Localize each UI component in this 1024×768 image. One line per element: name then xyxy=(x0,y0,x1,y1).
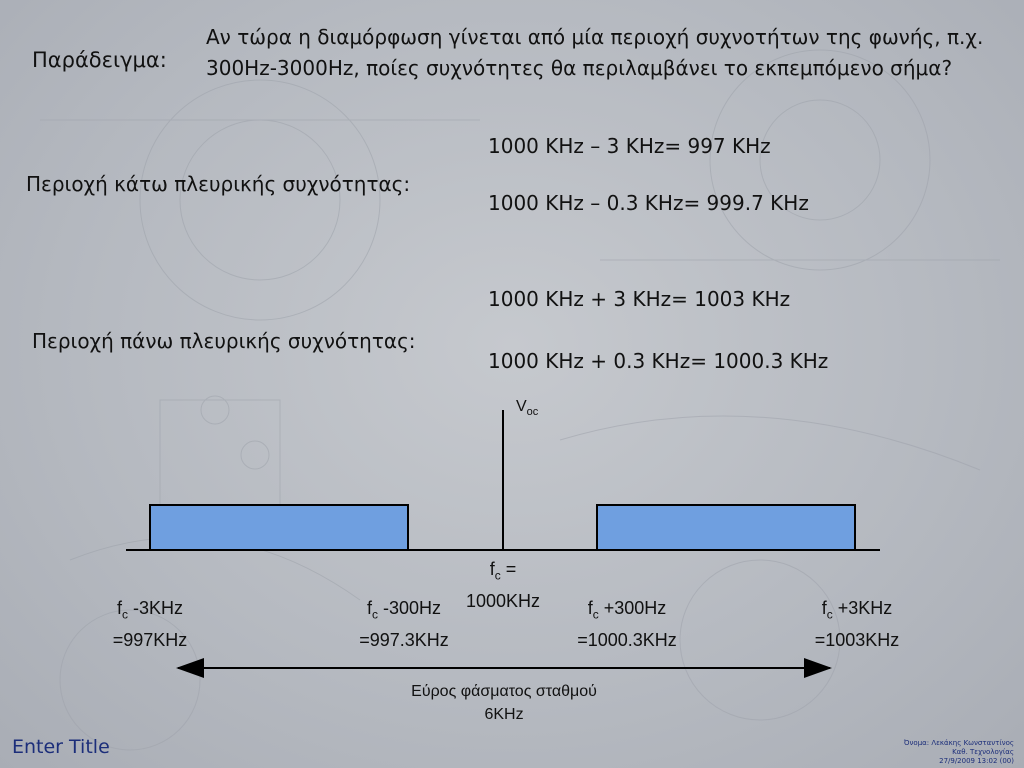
footer-date: 27/9/2009 13:02 (00) xyxy=(939,757,1014,765)
center-label-value: 1000KHz xyxy=(465,590,541,611)
tick-sub: c xyxy=(122,607,128,622)
bandwidth-label xyxy=(354,680,654,726)
carrier-label-sub: oc xyxy=(526,406,539,419)
tick-value: =1003KHz xyxy=(814,629,900,650)
tick-value: =997KHz xyxy=(112,629,188,650)
footer-author: Όνομα: Λεκάκης Κωνσταντίνος xyxy=(903,739,1014,747)
tick-value: =997.3KHz xyxy=(359,629,449,650)
tick-sub: c xyxy=(592,607,599,622)
tick-label-fc-minus-300 xyxy=(340,596,468,653)
tick-suffix: -3KHz xyxy=(128,598,184,618)
tick-value: =1000.3KHz xyxy=(577,629,677,650)
bandwidth-label-text: Εύρος φάσματος σταθμού xyxy=(411,683,597,700)
tick-suffix: -300Hz xyxy=(377,598,442,618)
tick-suffix: +300Hz xyxy=(598,598,667,618)
tick-prefix: f xyxy=(116,598,122,618)
footer-role: Καθ. Τεχνολογίας xyxy=(952,748,1014,756)
tick-sub: c xyxy=(371,607,378,622)
lower-sideband-calc-1: 1000 KHz – 3 KHz= 997 KHz xyxy=(488,134,771,158)
lower-sideband-band xyxy=(150,505,408,550)
center-label-suffix: = xyxy=(500,559,517,579)
tick-prefix: f xyxy=(587,598,593,618)
tick-prefix: f xyxy=(821,598,827,618)
upper-sideband-band xyxy=(597,505,855,550)
upper-sideband-calc-2: 1000 KHz + 0.3 KHz= 1000.3 KHz xyxy=(488,349,829,373)
tick-label-fc-plus-300 xyxy=(552,596,702,653)
center-label-prefix: f xyxy=(489,559,495,579)
center-label-sub: c xyxy=(494,568,501,583)
footer-info xyxy=(904,739,1014,766)
upper-sideband-label: Περιοχή πάνω πλευρικής συχνότητας: xyxy=(32,329,416,353)
lower-sideband-label: Περιοχή κάτω πλευρικής συχνότητας: xyxy=(26,172,411,196)
tick-sub: c xyxy=(826,607,833,622)
question-text: Αν τώρα η διαμόρφωση γίνεται από μία περιοχή συχνοτήτων της φωνής, π.χ. 300Hz-3000Hz, ποίες συχνότητες θα περιλαμβάνει το εκπεμπόμενο σήμα? xyxy=(206,25,984,80)
tick-label-fc-minus-3k xyxy=(90,596,210,653)
tick-prefix: f xyxy=(366,598,372,618)
upper-sideband-calc-1: 1000 KHz + 3 KHz= 1003 KHz xyxy=(488,287,791,311)
carrier-label-main: V xyxy=(516,398,527,415)
tick-label-fc-plus-3k xyxy=(790,596,924,653)
lower-sideband-calc-2: 1000 KHz – 0.3 KHz= 999.7 KHz xyxy=(488,191,809,215)
carrier-amplitude-label xyxy=(516,398,538,418)
bandwidth-value: 6KHz xyxy=(484,706,524,723)
tick-suffix: +3KHz xyxy=(832,598,893,618)
footer-title: Enter Title xyxy=(12,736,110,758)
example-label: Παράδειγμα: xyxy=(32,48,167,72)
